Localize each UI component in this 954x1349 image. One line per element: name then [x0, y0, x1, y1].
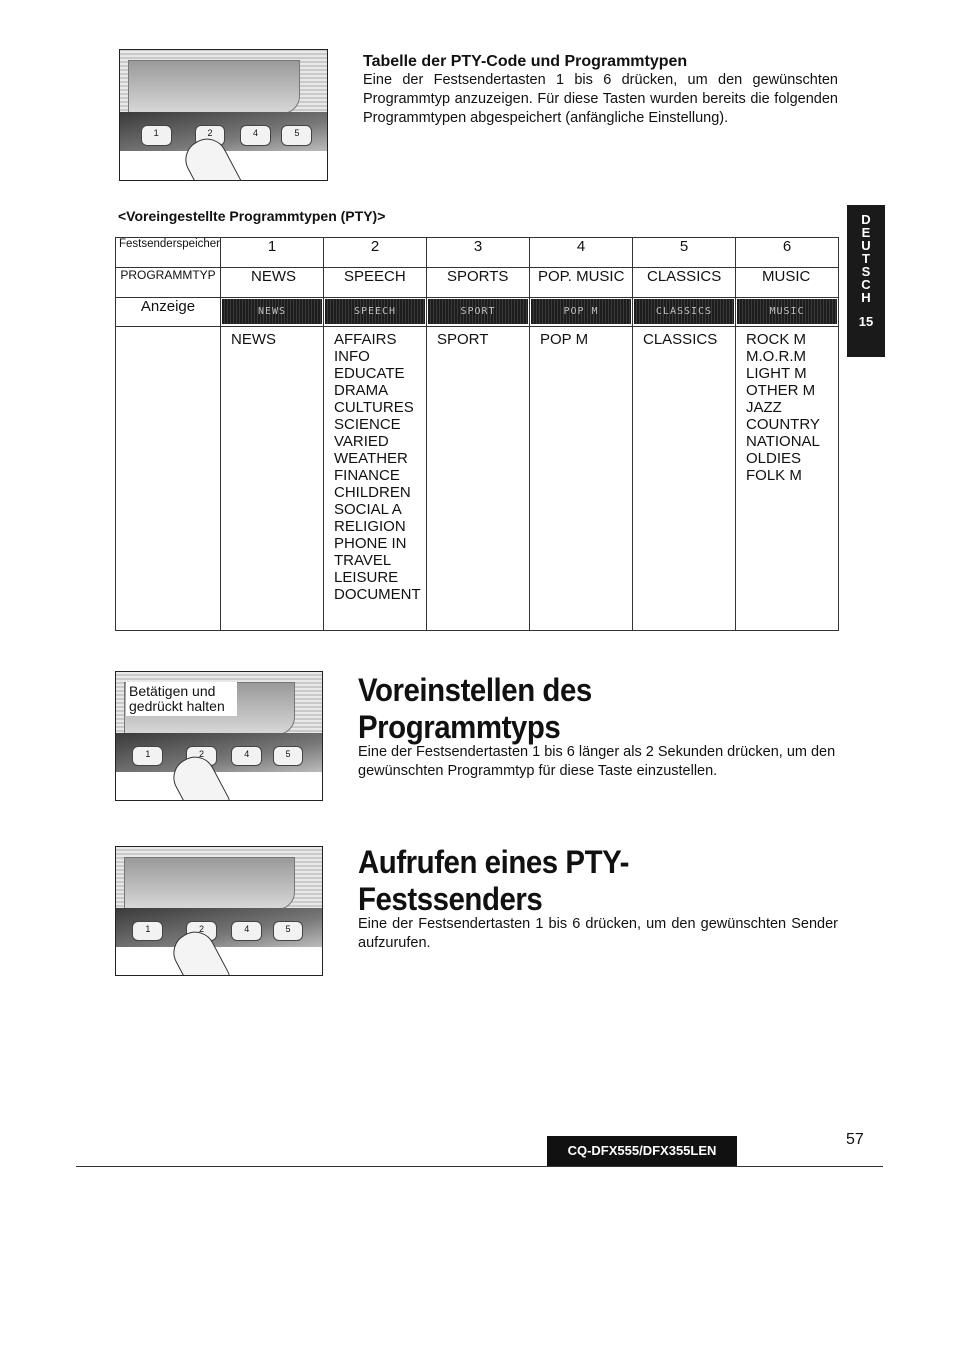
pty-item: CLASSICS: [643, 331, 718, 348]
pty-item: CULTURES: [334, 399, 414, 416]
pty-item: EDUCATE: [334, 365, 405, 382]
pty-item: OLDIES: [746, 450, 802, 467]
lcd-display: CLASSICS: [634, 299, 734, 324]
tab-letter: C: [861, 277, 871, 292]
preset-cell: 6: [736, 238, 839, 268]
pty-item: COUNTRY: [746, 416, 820, 433]
tab-letter: E: [861, 225, 871, 240]
pty-list: [427, 327, 529, 348]
page-number: 57: [846, 1131, 864, 1148]
label-type: PROGRAMMTYP: [116, 268, 221, 298]
pty-item: JAZZ: [746, 399, 782, 416]
preset-cell: 5: [633, 238, 736, 268]
section1-body: Eine der Festsendertasten 1 bis 6 drücken, um den gewünschten Programmtyp anzuzeigen. Für diese Tasten wurden bereits die folgenden Programmtypen abgespeichert (anfängliche Einstellung).: [363, 72, 838, 126]
pty-item: M.O.R.M: [746, 348, 806, 365]
type-cell: CLASSICS: [633, 268, 736, 298]
lcd-display: SPEECH: [325, 299, 425, 324]
pty-item: ROCK M: [746, 331, 806, 348]
pty-item: SOCIAL A: [334, 501, 402, 518]
type-cell: SPEECH: [324, 268, 427, 298]
pty-item: LIGHT M: [746, 365, 807, 382]
pty-item: NEWS: [231, 331, 276, 348]
pty-item: FINANCE: [334, 467, 400, 484]
pty-item: SCIENCE: [334, 416, 401, 433]
type-cell: NEWS: [221, 268, 324, 298]
pty-list: [736, 327, 838, 484]
radio-illustration-1: 1 2 4 5: [119, 49, 328, 181]
empty-cell: [116, 327, 221, 631]
image-label: Betätigen und gedrückt halten: [126, 682, 237, 716]
type-cell: MUSIC: [736, 268, 839, 298]
table-caption: <Voreingestellte Programmtypen (PTY)>: [118, 208, 386, 224]
model-label: CQ-DFX555/DFX355LEN: [547, 1136, 737, 1166]
footer-rule: [76, 1166, 883, 1167]
pty-item: TRAVEL: [334, 552, 392, 569]
pty-item: NATIONAL: [746, 433, 820, 450]
pty-table: [115, 237, 839, 631]
pty-item: INFO: [334, 348, 370, 365]
preset-cell: 3: [427, 238, 530, 268]
pty-item: VARIED: [334, 433, 389, 450]
pty-item: PHONE IN: [334, 535, 407, 552]
lcd-display: POP M: [531, 299, 631, 324]
section1-title: Tabelle der PTY-Code und Programmtypen: [363, 53, 688, 70]
radio-illustration-3: 1 2 4 5: [115, 846, 323, 976]
type-cell: SPORTS: [427, 268, 530, 298]
type-cell: POP. MUSIC: [530, 268, 633, 298]
chapter-number: 15: [858, 314, 874, 329]
pty-list: [530, 327, 632, 348]
section3: [358, 844, 838, 953]
section2: [358, 672, 838, 781]
lcd-display: SPORT: [428, 299, 528, 324]
tab-letter: U: [861, 238, 871, 253]
label-display: Anzeige: [116, 298, 221, 327]
pty-list: [633, 327, 735, 348]
pty-item: OTHER M: [746, 382, 816, 399]
tab-letter: D: [861, 212, 871, 227]
pty-list: [221, 327, 323, 348]
preset-cell: 1: [221, 238, 324, 268]
tab-letter: S: [861, 264, 871, 279]
pty-item: CHILDREN: [334, 484, 411, 501]
pty-item: POP M: [540, 331, 589, 348]
pty-item: LEISURE: [334, 569, 399, 586]
section3-title: Aufrufen eines PTY-Festssenders: [358, 844, 629, 917]
pty-item: DRAMA: [334, 382, 389, 399]
section1: [363, 53, 838, 128]
language-letters: [847, 205, 885, 304]
section2-body: Eine der Festsendertasten 1 bis 6 länger als 2 Sekunden drücken, um den gewünschten Programmtyp für diese Taste einzustellen.: [358, 744, 836, 779]
pty-item: AFFAIRS: [334, 331, 397, 348]
pty-item: SPORT: [437, 331, 489, 348]
preset-cell: 4: [530, 238, 633, 268]
lcd-display: NEWS: [222, 299, 322, 324]
language-tab: [847, 205, 885, 357]
section2-title: Voreinstellen des Programmtyps: [358, 672, 592, 745]
tab-letter: H: [861, 290, 871, 305]
pty-item: FOLK M: [746, 467, 802, 484]
lcd-display: MUSIC: [737, 299, 837, 324]
label-preset: Festsenderspeicher: [116, 238, 221, 268]
preset-cell: 2: [324, 238, 427, 268]
pty-item: RELIGION: [334, 518, 406, 535]
section3-body: Eine der Festsendertasten 1 bis 6 drücken, um den gewünschten Sender aufzurufen.: [358, 916, 838, 951]
pty-item: WEATHER: [334, 450, 408, 467]
pty-list: [324, 327, 426, 603]
radio-illustration-2: 1 2 4 5 Betätigen und gedrückt halten: [115, 671, 323, 801]
tab-letter: T: [862, 251, 870, 266]
pty-item: DOCUMENT: [334, 586, 421, 603]
